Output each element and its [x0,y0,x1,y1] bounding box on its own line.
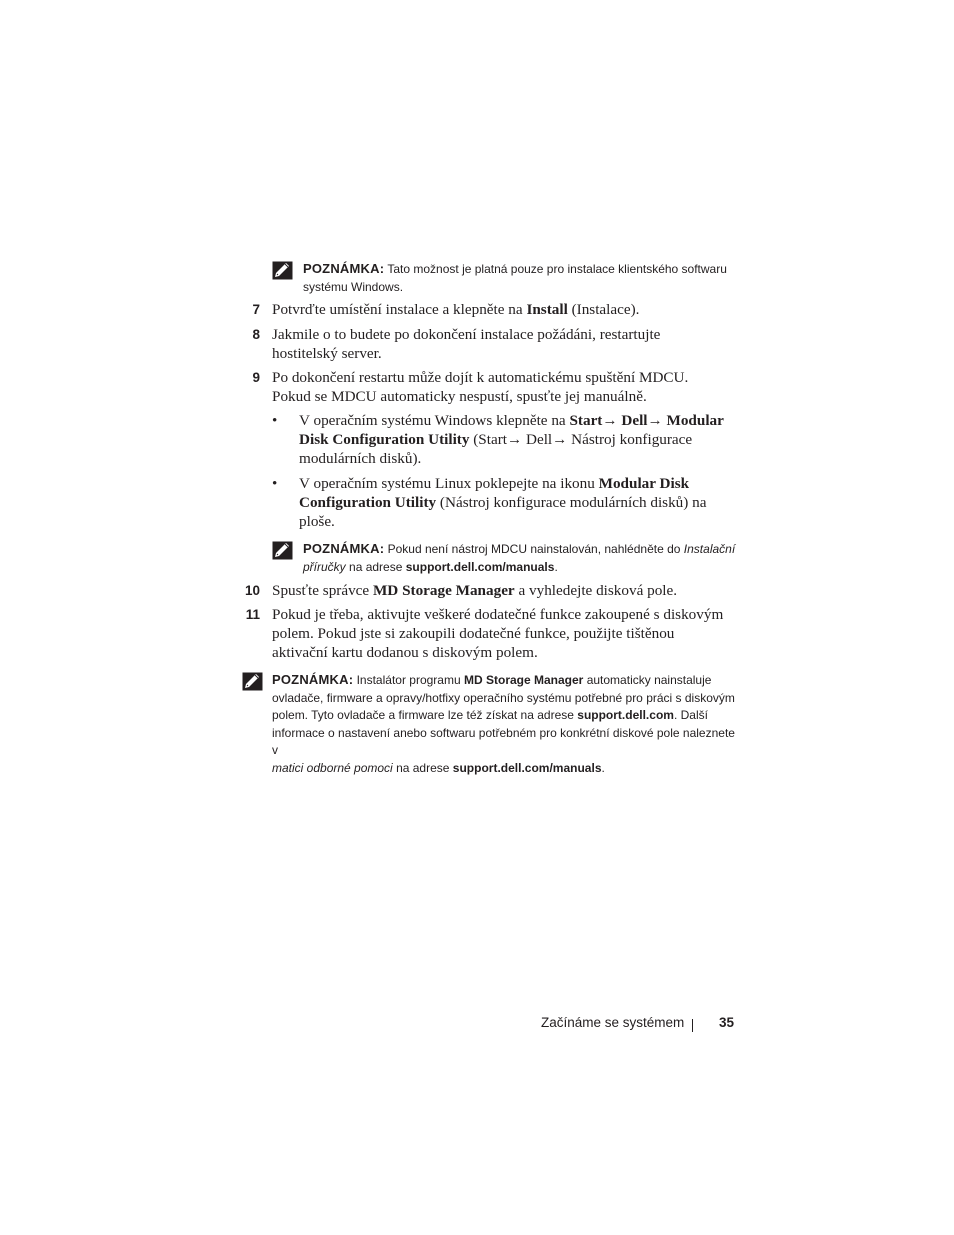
md-storage-manager-term: MD Storage Manager [464,673,584,687]
step-text: Spusťte správce [272,582,370,599]
step-text: Jakmile o to budete po dokončení instalace požádáni, restartujte [272,326,661,343]
page-footer [0,1015,954,1035]
dcu-term: Disk Configuration Utility [299,431,470,448]
note-text: ovladače, firmware a opravy/hotfixy operačního systému potřebné pro práci s diskovým [272,690,735,705]
bullet-text: Dell [525,431,553,448]
note-text: na adrese [396,760,450,775]
step-number: 10 [244,583,260,598]
bullet-text: (Nástroj konfigurace modulárních disků) na [439,494,707,511]
dell-term: Dell [621,412,648,429]
step-text: aktivační kartu dodanou s diskovým polem. [272,644,538,661]
manuals-link: support.dell.com/manuals [405,559,555,574]
note-text: systému Windows. [303,279,404,294]
step-text: Pokud se MDCU automaticky nespustí, spusťte jej manuálně. [272,388,647,405]
bullet-dot: • [272,412,278,429]
pencil-note-icon [242,672,263,691]
configuration-utility-term: Configuration Utility [299,494,437,511]
step-number: 8 [252,327,260,342]
step-text: (Instalace). [571,301,640,318]
note-text: . [554,559,558,574]
note-md-storage-manager [242,671,742,775]
note-text: Tato možnost je platná pouze pro instalace klientského softwaru [387,262,727,276]
support-link: support.dell.com [577,708,674,722]
note-text: Pokud není nástroj MDCU nainstalován, nahlédněte do [387,542,681,556]
bullet-text: ploše. [299,513,335,530]
bullet-text: modulárních disků). [299,450,422,467]
step-number: 9 [252,370,260,385]
step-text: hostitelský server. [272,345,382,362]
note-text: na adrese [349,559,403,574]
pencil-note-icon [272,541,293,560]
step-text: Pokud je třeba, aktivujte veškeré dodatečné funkce zakoupené s diskovým [272,606,724,623]
note-text: . [601,760,605,775]
guide-title: příručky [303,559,346,574]
step-text: Potvrďte umístění instalace a klepněte na [272,301,523,318]
chapter-title: Začínáme se systémem [541,1015,685,1030]
pencil-note-icon [272,261,293,280]
bullet-dot: • [272,475,278,492]
note-label: POZNÁMKA: [303,261,385,276]
md-storage-manager-term: MD Storage Manager [372,582,515,599]
arrow-icon: → [647,412,663,429]
arrow-icon: → [507,431,523,448]
bullet-text: V operačním systému Windows klepněte na [299,412,566,429]
bullet-text: (Start [473,431,507,448]
step-number: 7 [252,302,260,317]
note-mdcu-not-installed [272,540,742,576]
manuals-link: support.dell.com/manuals [452,760,602,775]
note-text: . Další [673,708,708,722]
support-matrix-title: matici odborné pomoci [272,760,393,775]
note-text: informace o nastavení anebo softwaru potřebném pro konkrétní diskové pole naleznete v [272,725,735,757]
note-text: polem. Tyto ovladače a firmware lze též získat na adrese [272,708,574,722]
note-text: automaticky nainstaluje [586,673,712,687]
modular-term: Modular [666,412,724,429]
bullet-text: V operačním systému Linux poklepejte na ikonu [299,475,595,492]
step-number: 11 [245,607,260,622]
step-text: a vyhledejte disková pole. [518,582,678,599]
arrow-icon: → [552,431,568,448]
note-label: POZNÁMKA: [303,541,385,556]
step-text: Po dokončení restartu může dojít k automatickému spuštění MDCU. [272,369,689,386]
note-text: Instalátor programu [356,673,461,687]
footer-divider [692,1019,693,1032]
guide-title: Instalační [683,542,736,556]
bullet-text: Nástroj konfigurace [571,431,693,448]
page-number: 35 [719,1015,735,1030]
note-label: POZNÁMKA: [272,672,354,687]
modular-disk-term: Modular Disk [598,475,690,492]
note-windows-only [272,260,742,296]
install-term: Install [526,301,568,318]
start-term: Start [569,412,603,429]
arrow-icon: → [602,412,618,429]
step-text: polem. Pokud jste si zakoupili dodatečné funkce, použijte tištěnou [272,625,675,642]
